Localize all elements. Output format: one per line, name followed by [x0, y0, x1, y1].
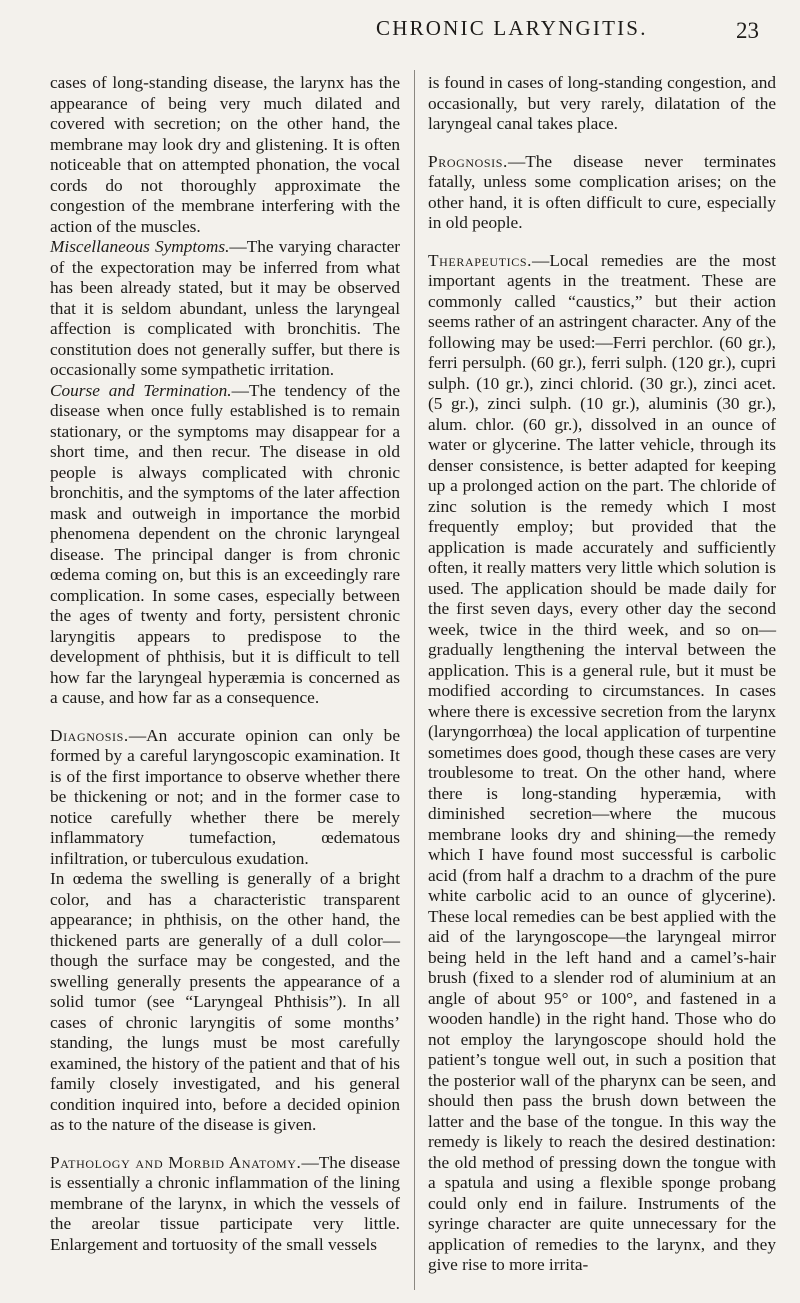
paragraph-prognosis: Prognosis.—The disease never terminates fatally, unless some complication arises; on the other hand, it is often difficult to cure, especially in old people. — [428, 151, 776, 232]
running-head — [0, 6, 800, 46]
paragraph-diagnosis: Diagnosis.—An accurate opinion can only be formed by a careful laryngoscopic examination. It is of the first importance to observe whether there be thickening or not; and in the former case to notice carefully whether there be merely inflammatory tumefaction, œdematous infiltration, or tuberculous exudation. — [50, 725, 400, 868]
left-column — [50, 73, 400, 1255]
right-column — [428, 73, 776, 1276]
section-heading: Course and Termination. — [50, 380, 232, 400]
paragraph-pathology: Pathology and Morbid Anatomy.—The disease is essentially a chronic inflammation of the lining membrane of the larynx, in which the vessels of the areolar tissue participate very little. Enlargement and tortuosity of the small vessels — [50, 1152, 401, 1254]
paragraph: is found in cases of long-standing congestion, and occasionally, but very rarely, dilatation of the laryngeal canal takes place. — [428, 73, 776, 133]
page-number: 23 — [736, 18, 759, 43]
section-heading: Pathology and Morbid Anatomy. — [50, 1152, 302, 1172]
section-heading: Therapeutics. — [428, 250, 533, 270]
section-heading: Diagnosis. — [50, 725, 129, 745]
paragraph-course-termination: Course and Termination.—The tendency of the disease when once fully established is to remain stationary, or the symptoms may disappear for a short time, and then recur. The disease in old people is always complicated with chronic bronchitis, and the symptoms of the later affection mask and outweigh in importance the morbid phenomena dependent on the chronic laryngeal disease. The principal danger is from chronic œdema coming on, but this is an exceedingly rare complication. In some cases, especially between the ages of twenty and forty, persistent chronic laryngitis appears to predispose to the development of phthisis, but it is difficult to tell how far the laryngeal hyperæmia is concerned as a cause, and how far as a consequence. — [50, 380, 400, 707]
paragraph: cases of long-standing disease, the larynx has the appearance of being very much dilated and covered with secretion; on the other hand, the membrane may look dry and glistening. It is often noticeable that on attempted phonation, the vocal cords do not thoroughly approximate the congestion of the membrane interfering with the action of the muscles. — [50, 73, 400, 236]
paragraph-therapeutics: Therapeutics.—Local remedies are the most important agents in the treatment. These are commonly called “caustics,” but their action seems rather of an astringent character. Any of the following may be used:—Ferri perchlor. (60 gr.), ferri persulph. (60 gr.), ferri sulph. (120 gr.), cupri sulph. (10 gr.), zinci chlorid. (30 gr.), zinci acet. (5 gr.), zinci sulph. (10 gr.), aluminis (30 gr.), alum. chlor. (60 gr.), dissolved in an ounce of water or glycerine. The latter vehicle, through its denser consistence, is better adapted for keeping up a prolonged action on the part. The chloride of zinc solution is the remedy which I most frequently employ; but provided that the application is made accurately and sufficiently often, it really matters very little which solution is used. The application should be made daily for the first seven days, every other day the second week, twice in the third week, and so on—gradually lengthening the interval between the application. This is a general rule, but it must be modified according to circumstances. In cases where there is excessive secretion from the larynx (laryngorrhœa) the local application of turpentine sometimes does good, though these cases are very troublesome to treat. On the other hand, where there is long-standing hyperæmia, with diminished secretion—where the mucous membrane looks dry and shining—the remedy which I have found most successful is carbolic acid (from half a drachm to a drachm of the pure white carbolic acid to an ounce of glycerine). These local remedies can be best applied with the aid of the laryngoscope—the laryngeal mirror being held in the left hand and a camel’s-hair brush (fixed to a slender rod of aluminium at an angle of about 95° or 100°, and fastened in a wooden handle) in the right hand. Those who do not employ the laryngoscope should hold the patient’s tongue well out, in such a position that the posterior wall of the pharynx can be seen, and should then pass the brush down between the latter and the base of the tongue. In this way the remedy is likely to reach the desired destination: the old method of pressing down the tongue with a spatula and using a flexible sponge probang could only end in failure. Instruments of the syringe character are quite unnecessary for the application of remedies to the larynx, and they give rise to more irrita- — [428, 250, 776, 1274]
section-heading: Prognosis. — [428, 151, 508, 171]
paragraph-miscellaneous-symptoms: Miscellaneous Symptoms.—The varying character of the expectoration may be inferred from what has been already stated, but it may be observed that it is seldom abundant, unless the laryngeal affection is complicated with bronchitis. The constitution does not generally suffer, but there is occasionally some sympathetic irritation. — [50, 237, 400, 379]
column-divider — [414, 70, 415, 1290]
paragraph: In œdema the swelling is generally of a bright color, and has a characteristic transparent appearance; in phthisis, on the other hand, the thickened parts are generally of a dull color—though the surface may be congested, and the swelling generally presents the appearance of a solid tumor (see “Laryngeal Phthisis”). In all cases of chronic laryngitis of some months’ standing, the lungs must be most carefully examined, the history of the patient and that of his family closely investigated, and his general condition inquired into, before a decided opinion as to the nature of the disease is given. — [50, 869, 400, 1134]
running-title: CHRONIC LARYNGITIS. — [376, 16, 648, 40]
section-heading: Miscellaneous Symptoms. — [50, 237, 230, 256]
